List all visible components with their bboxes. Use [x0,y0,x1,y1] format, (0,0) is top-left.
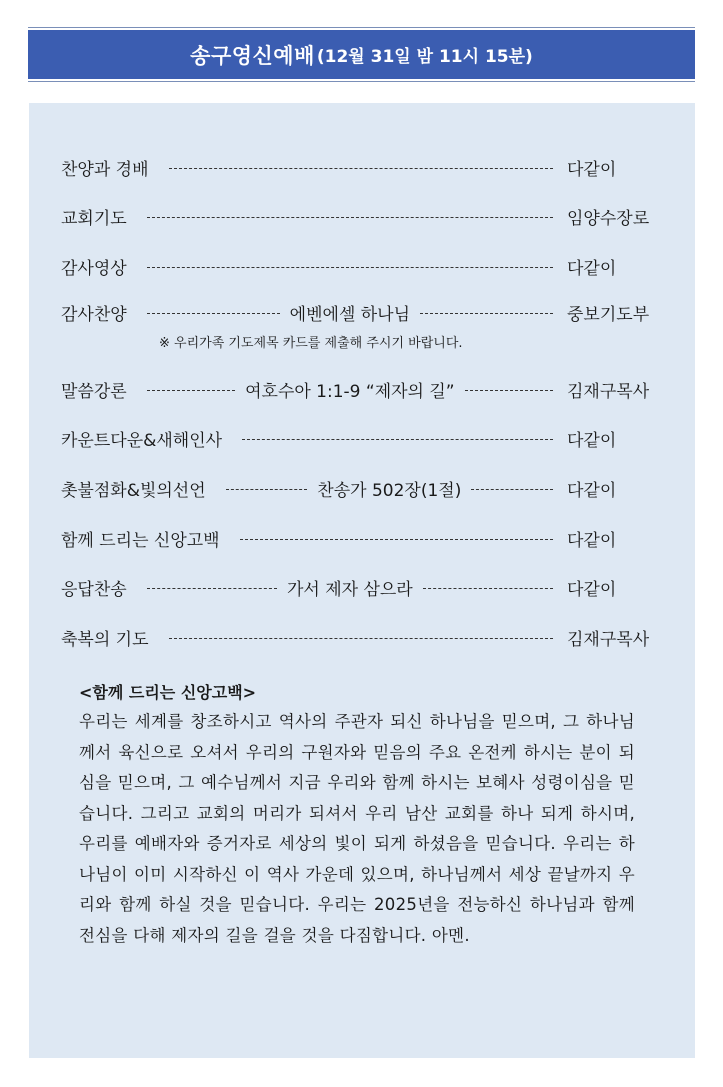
order-row-thanks-song [61,300,657,325]
order-item-leader: 임양수장로 [567,209,650,229]
service-title: 송구영신예배 [190,43,315,68]
order-item-name: 축복의 기도 [61,630,149,650]
order-item-name: 카운트다운&새해인사 [61,431,223,451]
order-row-video [61,254,657,279]
order-of-service-panel [29,103,695,1058]
order-item-leader: 다같이 [567,531,617,551]
order-row-response-song [61,575,657,600]
order-item-name: 응답찬송 [61,580,127,600]
order-item-name: 교회기도 [61,209,127,229]
prayer-card-note: ※ 우리가족 기도제목 카드를 제출해 주시기 바랍니다. [159,336,463,351]
creed-title: <함께 드리는 신앙고백> [79,683,257,702]
order-item-name: 감사찬양 [61,305,127,325]
order-item-detail: 찬송가 502장(1절) [317,481,462,501]
service-time: (12월 31일 밤 11시 15분) [316,47,533,67]
order-item-name: 말씀강론 [61,382,127,402]
order-row-praise [61,155,657,180]
order-row-benediction [61,625,657,650]
order-item-name: 감사영상 [61,259,127,279]
service-header [28,30,695,79]
header-frame [28,27,695,82]
order-item-leader: 김재구목사 [567,630,650,650]
order-item-detail: 에벤에셀 하나님 [289,305,411,325]
creed-body: 우리는 세계를 창조하시고 역사의 주관자 되신 하나님을 믿으며, 그 하나님께서 육신으로 오셔서 우리의 구원자와 믿음의 주요 온전케 하시는 분이 되심을 믿으며, 그 예수님께서 지금 우리와 함께 하시는 보혜사 성령이심을 믿습니다. 그리고 교회의 머리가 되셔서 우리 남산 교회를 하나 되게 하시며, 우리를 예배자와 증거자로 세상의 빛이 되게 하셨음을 믿습니다. 우리는 하나님이 이미 시작하신 이 역사 가운데 있으며, 하나님께서 세상 끝날까지 우리와 함께 하실 것을 믿습니다. 우리는 2025년을 전능하신 하나님과 함께 전심을 다해 제자의 길을 걸을 것을 다짐합니다. 아멘. [79,712,635,945]
order-item-name: 촛불점화&빛의선언 [61,481,206,501]
order-item-leader: 다같이 [567,259,617,279]
order-row-countdown [61,426,657,451]
order-item-leader: 다같이 [567,580,617,600]
order-row-prayer [61,204,657,229]
order-item-name: 찬양과 경배 [61,160,149,180]
order-item-leader: 다같이 [567,431,617,451]
order-row-sermon [61,377,657,402]
order-row-creed [61,526,657,551]
order-item-name: 함께 드리는 신앙고백 [61,531,220,551]
order-item-detail: 가서 제자 삼으라 [286,580,413,600]
order-item-leader: 김재구목사 [567,382,650,402]
order-item-leader: 다같이 [567,481,617,501]
order-item-detail: 여호수아 1:1-9 “제자의 길” [245,382,455,402]
order-item-leader: 다같이 [567,160,617,180]
order-row-candle [61,476,657,501]
order-item-leader: 중보기도부 [567,305,650,325]
